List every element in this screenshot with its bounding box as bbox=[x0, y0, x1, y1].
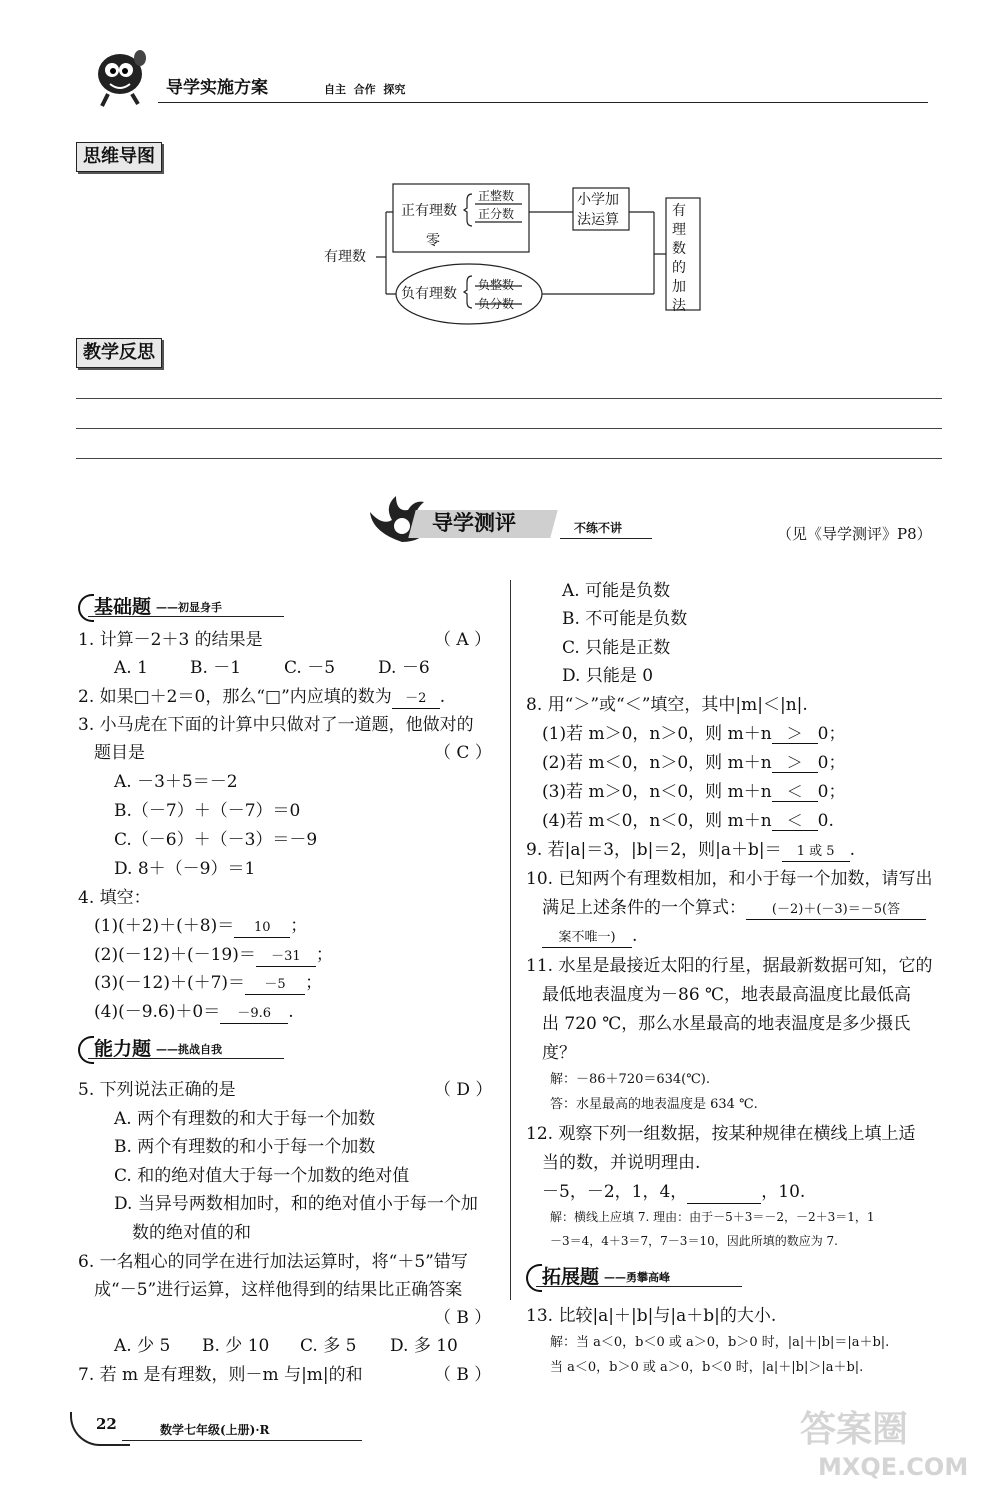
mindmap-zero: 零 bbox=[426, 233, 440, 249]
q5-text: 5. 下列说法正确的是 bbox=[78, 1080, 236, 1100]
q7-option: C. 只能是正数 bbox=[562, 638, 671, 658]
mindmap-root: 有理数 bbox=[324, 249, 366, 265]
q3-option: D. 8＋（－9）＝1 bbox=[114, 859, 256, 879]
q5-option: A. 两个有理数的和大于每一个加数 bbox=[114, 1109, 376, 1129]
q6-line2: 成“－5”进行运算，这样他得到的结果比正确答案 bbox=[94, 1280, 463, 1300]
test-slogan: 不练不讲 bbox=[574, 521, 623, 535]
q8-tail: 0. bbox=[817, 811, 834, 831]
q6-option: D. 多 10 bbox=[390, 1336, 458, 1356]
q1-option: C. －5 bbox=[284, 658, 336, 678]
basic-section-sub: ——初显身手 bbox=[156, 601, 222, 614]
mindmap-positive: 正有理数 bbox=[401, 203, 457, 219]
expand-section-sub: ——勇攀高峰 bbox=[604, 1271, 670, 1284]
mindmap-positive-fraction: 正分数 bbox=[478, 207, 515, 221]
q7-answer: （ B ） bbox=[434, 1365, 492, 1385]
q6-option: B. 少 10 bbox=[202, 1336, 270, 1356]
q4-expr: (1)(＋2)＋(＋8)＝ bbox=[94, 916, 235, 936]
q10-prompt: 满足上述条件的一个算式： bbox=[542, 898, 746, 918]
q6-answer: （ B ） bbox=[434, 1308, 492, 1328]
q8-item bbox=[542, 807, 834, 835]
q2 bbox=[78, 683, 445, 711]
q13-text: 13. 比较|a|＋|b|与|a＋b|的大小. bbox=[526, 1306, 777, 1326]
reflection-line bbox=[76, 428, 942, 429]
q6-option: A. 少 5 bbox=[114, 1336, 171, 1356]
q3-option: A. －3＋5＝－2 bbox=[114, 772, 238, 792]
q4-punct: ； bbox=[305, 973, 323, 993]
q8-item bbox=[542, 749, 846, 777]
header-title: 导学实施方案 bbox=[166, 78, 268, 98]
q4-punct: . bbox=[288, 1002, 294, 1022]
watermark-logo: 答案圈 bbox=[800, 1409, 909, 1450]
q11-solution: 解：－86＋720＝634(℃). bbox=[550, 1072, 710, 1087]
q2-answer: －2 bbox=[392, 690, 440, 709]
q4-item bbox=[94, 969, 322, 997]
q9-answer: 1 或 5 bbox=[782, 843, 850, 862]
q12-solution-cont: －3＝4，4＋3＝7，7－3＝10，因此所填的数应为 7. bbox=[550, 1234, 838, 1248]
q2-text: 2. 如果□＋2＝0，那么“□”内应填的数为 bbox=[78, 687, 392, 707]
q11-line4: 度？ bbox=[542, 1043, 576, 1063]
q7-option: B. 不可能是负数 bbox=[562, 609, 688, 629]
q10-answer: (－2)＋(－3)＝－5(答 bbox=[746, 901, 926, 920]
ability-section-label: 能力题 bbox=[94, 1038, 152, 1060]
q5-answer: （ D ） bbox=[434, 1080, 493, 1100]
expand-section-header bbox=[524, 1262, 764, 1296]
watermark-url: MXQE.COM bbox=[818, 1453, 969, 1481]
basic-section-header bbox=[76, 592, 306, 626]
q4-item bbox=[94, 912, 307, 940]
q13-solution-cont: 当 a＜0，b＞0 或 a＞0，b＜0 时，|a|＋|b|＞|a＋b|. bbox=[550, 1360, 864, 1375]
reflection-section-label: 教学反思 bbox=[76, 338, 162, 368]
q8-item bbox=[542, 720, 846, 748]
q8-answer: ＞ bbox=[772, 754, 818, 773]
q4-expr: (4)(－9.6)＋0＝ bbox=[94, 1002, 221, 1022]
q2-end: . bbox=[439, 687, 446, 707]
mindmap-section-label: 思维导图 bbox=[76, 142, 162, 172]
q4-punct: ； bbox=[290, 916, 308, 936]
q5-option-continued: 数的绝对值的和 bbox=[132, 1223, 251, 1243]
q1-option: A. 1 bbox=[114, 658, 148, 678]
mindmap-negative: 负有理数 bbox=[401, 286, 457, 302]
q3-option: C.（－6）＋（－3）＝－9 bbox=[114, 830, 318, 850]
q1-answer: （ A ） bbox=[434, 630, 492, 650]
q10-end: . bbox=[632, 926, 638, 946]
q6-option: C. 多 5 bbox=[300, 1336, 357, 1356]
q11-line2: 最低地表温度为－86 ℃，地表最高温度比最低高 bbox=[542, 985, 912, 1005]
q12-line2: 当的数，并说明理由. bbox=[542, 1153, 701, 1173]
q7-option: A. 可能是负数 bbox=[562, 581, 671, 601]
q4-answer: －9.6 bbox=[220, 1005, 288, 1024]
mindmap-negative-fraction: 负分数 bbox=[478, 297, 515, 311]
column-divider bbox=[510, 580, 511, 1300]
q6-line1: 6. 一名粗心的同学在进行加法运算时，将“＋5”错写 bbox=[78, 1252, 468, 1272]
header-subtitle: 自主 合作 探究 bbox=[324, 83, 406, 96]
test-title: 导学测评 bbox=[432, 511, 516, 535]
q11-conclusion: 答：水星最高的地表温度是 634 ℃. bbox=[550, 1097, 758, 1112]
q8-item bbox=[542, 778, 846, 806]
mindmap-positive-integer: 正整数 bbox=[478, 189, 515, 203]
ability-section-header bbox=[76, 1034, 306, 1068]
q4-answer: 10 bbox=[234, 919, 290, 938]
q12-blank bbox=[687, 1185, 761, 1204]
mindmap-negative-integer: 负整数 bbox=[478, 278, 515, 292]
q10-line1: 10. 已知两个有理数相加，和小于每一个加数，请写出 bbox=[526, 869, 933, 889]
q4-answer: －5 bbox=[245, 976, 305, 995]
q3-line1: 3. 小马虎在下面的计算中只做对了一道题，他做对的 bbox=[78, 715, 474, 735]
q8-answer: ＞ bbox=[772, 725, 818, 744]
q8-tail: 0； bbox=[817, 724, 846, 744]
header-rule bbox=[158, 102, 928, 103]
mascot-logo bbox=[88, 44, 158, 110]
q1-option: D. －6 bbox=[378, 658, 430, 678]
q7-option: D. 只能是 0 bbox=[562, 666, 654, 686]
test-reference: （见《导学测评》P8） bbox=[777, 525, 932, 543]
q11-line1: 11. 水星是最接近太阳的行星，据最新数据可知，它的 bbox=[526, 956, 933, 976]
q4-expr: (2)(－12)＋(－19)＝ bbox=[94, 945, 256, 965]
q5-option: B. 两个有理数的和小于每一个加数 bbox=[114, 1137, 376, 1157]
q8-tail: 0； bbox=[817, 753, 846, 773]
q10-line3 bbox=[542, 922, 637, 950]
q4-text: 4. 填空： bbox=[78, 888, 151, 908]
reflection-line bbox=[76, 398, 942, 399]
q5-option: D. 当异号两数相加时，和的绝对值小于每一个加 bbox=[114, 1194, 478, 1214]
q8-expr: (3)若 m＞0，n＜0，则 m＋n bbox=[542, 782, 772, 802]
q8-expr: (4)若 m＜0，n＜0，则 m＋n bbox=[542, 811, 772, 831]
page-number: 22 bbox=[96, 1415, 117, 1433]
ability-section-sub: ——挑战自我 bbox=[156, 1043, 222, 1056]
q3-option: B.（－7）＋（－7）＝0 bbox=[114, 801, 301, 821]
mindmap-result: 有理数的加法 bbox=[672, 203, 686, 314]
q12-seq: －5，－2，1，4， bbox=[542, 1182, 688, 1202]
expand-section-label: 拓展题 bbox=[542, 1266, 600, 1288]
q8-answer: ＜ bbox=[772, 783, 818, 802]
q1-option: B. －1 bbox=[190, 658, 242, 678]
q12-line1: 12. 观察下列一组数据，按某种规律在横线上填上适 bbox=[526, 1124, 916, 1144]
q4-punct: ； bbox=[315, 945, 333, 965]
mindmap-operation: 小学加法运算 bbox=[577, 192, 619, 228]
q10-line2 bbox=[542, 894, 926, 922]
reflection-line bbox=[76, 458, 942, 459]
q4-answer: －31 bbox=[256, 948, 316, 967]
q7-text: 7. 若 m 是有理数，则－m 与|m|的和 bbox=[78, 1365, 363, 1385]
q8-expr: (2)若 m＜0，n＞0，则 m＋n bbox=[542, 753, 772, 773]
q8-expr: (1)若 m＞0，n＞0，则 m＋n bbox=[542, 724, 772, 744]
basic-section-label: 基础题 bbox=[94, 596, 152, 618]
q9 bbox=[526, 836, 855, 864]
q12-solution: 解：横线上应填 7. 理由：由于－5＋3＝－2，－2＋3＝1，1 bbox=[550, 1210, 875, 1224]
q9-end: . bbox=[849, 840, 856, 860]
q4-expr: (3)(－12)＋(＋7)＝ bbox=[94, 973, 246, 993]
q5-option: C. 和的绝对值大于每一个加数的绝对值 bbox=[114, 1166, 410, 1186]
footer-rule bbox=[122, 1440, 362, 1441]
banner-rule bbox=[560, 538, 652, 539]
q9-text: 9. 若|a|＝3，|b|＝2，则|a＋b|＝ bbox=[526, 840, 782, 860]
q4-item bbox=[94, 998, 294, 1026]
q3-line2: 题目是 bbox=[94, 743, 145, 763]
q13-solution: 解：当 a＜0，b＜0 或 a＞0，b＞0 时，|a|＋|b|＝|a＋b|. bbox=[550, 1335, 890, 1350]
q10-answer-cont: 案不唯一) bbox=[542, 929, 632, 948]
q12-seq-end: ，10. bbox=[761, 1182, 806, 1202]
q8-answer: ＜ bbox=[772, 812, 818, 831]
q1-text: 1. 计算－2＋3 的结果是 bbox=[78, 630, 263, 650]
q11-line3: 出 720 ℃，那么水星最高的地表温度是多少摄氏 bbox=[542, 1014, 911, 1034]
q4-item bbox=[94, 941, 333, 969]
book-title: 数学七年级(上册)·R bbox=[160, 1423, 270, 1437]
q8-tail: 0； bbox=[817, 782, 846, 802]
q3-answer: （ C ） bbox=[434, 743, 492, 763]
q12-sequence bbox=[542, 1178, 805, 1206]
q8-text: 8. 用“＞”或“＜”填空，其中|m|＜|n|. bbox=[526, 695, 808, 715]
